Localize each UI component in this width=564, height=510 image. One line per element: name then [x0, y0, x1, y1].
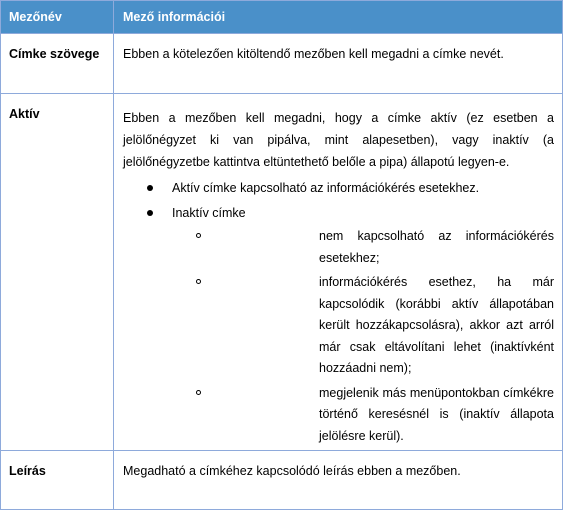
- row-text-aktiv: [114, 94, 563, 451]
- list-item-text: információkérés esethez, ha már kapcsolódik (korábbi aktív állapotában került hozzákapcsolásra), akkor azt arról már csak eltávolítani lehet (inaktívként hozzáadni nem);: [319, 275, 554, 375]
- circle-bullet-icon: [196, 390, 201, 395]
- table-row: [1, 94, 563, 451]
- list-item-text: megjelenik más menüpontokban címkékre történő keresésnél is (inaktív állapota jelölésre kerül).: [319, 385, 554, 443]
- table-header-row: [1, 1, 563, 34]
- bullet-icon: [147, 210, 153, 216]
- circle-bullet-icon: [196, 233, 201, 238]
- row-description: Megadható a címkéhez kapcsolódó leírás ebben a mezőben.: [123, 464, 461, 478]
- row-description: Ebben a mezőben kell megadni, hogy a címke aktív (ez esetben a jelölőnégyzet ki van pipálva, mint alapesetben), vagy inaktív (a jelölőnégyzetbe kattintva eltüntethető belőle a pipa) állapotú legyen-e.: [123, 111, 554, 169]
- list-item-text: Inaktív címke: [172, 206, 246, 220]
- row-label-aktiv: Aktív: [1, 94, 114, 451]
- table-row: [1, 451, 563, 510]
- list-item: [172, 383, 554, 448]
- row-label-cimke-szovege: Címke szövege: [1, 34, 114, 94]
- row-text-leiras: [114, 451, 563, 510]
- header-field-name: Mezőnév: [1, 1, 114, 34]
- table-row: [1, 34, 563, 94]
- list-item-text: nem kapcsolható az információkérés esetekhez;: [319, 229, 554, 265]
- row-label-leiras: Leírás: [1, 451, 114, 510]
- row-description: Ebben a kötelezően kitöltendő mezőben kell megadni a címke nevét.: [123, 47, 504, 61]
- row-text-cimke-szovege: [114, 34, 563, 94]
- sub-bullet-list: [172, 226, 554, 447]
- bullet-icon: [147, 185, 153, 191]
- circle-bullet-icon: [196, 279, 201, 284]
- list-item: [172, 226, 554, 269]
- list-item: [172, 272, 554, 380]
- header-field-info: Mező információi: [114, 1, 563, 34]
- list-item: [123, 202, 554, 447]
- list-item: [123, 177, 554, 199]
- list-item-text: Aktív címke kapcsolható az információkérés esetekhez.: [172, 181, 480, 195]
- bullet-list: [123, 177, 554, 447]
